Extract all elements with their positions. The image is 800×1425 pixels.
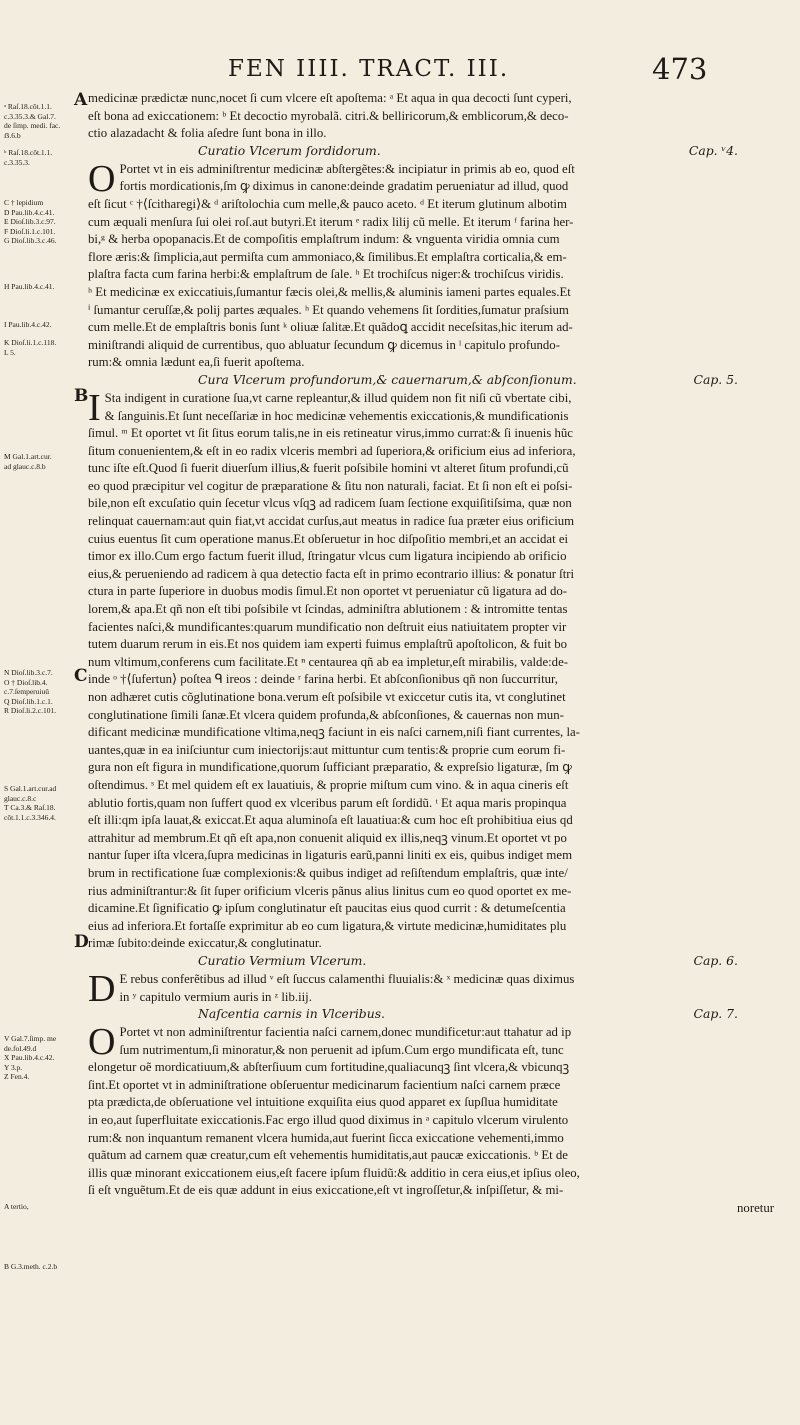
margin-note-line: de ſimp. medi. fac. bbox=[4, 121, 61, 130]
margin-note bbox=[4, 784, 78, 822]
text-line: non adhæret cutis cõglutinatione bona.verum eſt poſsibile vt exiccetur cutis ita, vt conglutinet bbox=[88, 690, 566, 704]
paragraph bbox=[88, 967, 794, 1010]
chapter-number: Cap. ᵛ4. bbox=[688, 142, 738, 158]
margin-note-line: Q Dioſ.lib.1.c.1. bbox=[4, 696, 53, 706]
margin-note-line: S Gal.1.art.cur.ad bbox=[4, 784, 57, 793]
text-line: & ſanguinis.Et ſunt neceſſariæ in hoc medicinæ vehementis exiccationis,& mundificationis bbox=[104, 408, 569, 423]
margin-note-line: glauc.c.8.c bbox=[4, 793, 37, 803]
margin-note-line: I Pau.lib.4.c.42. bbox=[4, 320, 52, 329]
text-line: quãtum ad carnem quæ creatur,cum eſt vehementis humiditatis,aut paucæ exiccationis. ᵇ Et de bbox=[88, 1148, 568, 1163]
text-line: eſt ſicut ᶜ †⟨ſcitharegi⟩& ᵈ ariſtolochia cum melle,& pauco aceto. ᵈ Et iterum glutinum albotim bbox=[88, 196, 567, 211]
paragraph bbox=[88, 386, 794, 953]
text-line: ablutio fortis,quam non ſuffert quod ex vlceribus parum eſt ſordidũ. ᵗ Et aqua maris propinqua bbox=[88, 795, 567, 810]
text-line: num vltimum,conferens cum facilitate.Et ⁿ centaurea qñ ab ea impletur,eſt mirabilis, valde:de- bbox=[88, 654, 569, 669]
text-line: gura non eſt figura in mundificatione,quorum ſufficiant præparatio, & expreſsio ligaturæ, ſm ꝙ bbox=[88, 760, 572, 775]
margin-note-line: ad glauc.c.8.b bbox=[4, 461, 46, 471]
text-line: in eo,aut ſuperfluitate exiccationis.Fac ergo illud quod diximus in ᵃ capitulo vlcerum virulento bbox=[88, 1113, 569, 1128]
text-line: ʰ Et medicinæ ex exiccatiuis,ſumantur fæcis olei,& mellis,& aluminis iameni partes equales.Et bbox=[88, 284, 571, 299]
text-line: cum æquali menſura ſui olei roſ.aut butyri.Et iterum ᵉ radix lilij cũ melle. Et iterum ᶠ farina her- bbox=[88, 214, 574, 229]
text-line: conglutinatione ſimili ſanæ.Et vlcera quidem profunda,& abſconſiones, & cauernas non mun- bbox=[88, 707, 564, 722]
text-line: dificant medicinæ mundificatione vltima,neqꝫ faciunt in eis naſci carnem,niſi fiant currentes, la- bbox=[88, 725, 580, 740]
text-line: inde ᵒ †⟨ſufertun⟩ poſtea ᑫ ireos : deinde ʳ farina herbi. Et abſconſionibus qñ non ſuccurritur, bbox=[88, 672, 558, 687]
margin-note-line: F Dioſ.li.1.c.101. bbox=[4, 226, 56, 236]
main-text bbox=[88, 90, 794, 1218]
text-line: ſi eſt vnguẽtum.Et de eis quæ addunt in eius exiccatione,eſt vt ingroſſetur,& inſpiſſetur, & mi- bbox=[88, 1183, 564, 1198]
margin-note bbox=[4, 102, 78, 140]
page-number: 473 bbox=[652, 52, 708, 86]
chapter-title: Cura Vlcerum profundorum,& cauernarum,& abſconſionum. bbox=[198, 371, 577, 387]
margin-note bbox=[4, 198, 78, 246]
text-line: tutem duarum rerum in eis.Et nos quidem iam experti fuimus emplaſtrũ apoſtolicon, & fuit bo bbox=[88, 637, 568, 652]
running-header: FEN IIII. TRACT. III. bbox=[228, 56, 510, 82]
drop-cap: O bbox=[88, 157, 116, 200]
text-line: elongetur oẽ mordicatiuum,& abſterſiuum cum fortitudine,qualiacunqꝫ ſint vlcera,& vbicunqꝫ bbox=[88, 1060, 570, 1075]
text-line: Sta indigent in curatione ſua,vt carne repleantur,& illud quidem non fit niſi cũ vbertate cibi, bbox=[104, 390, 572, 405]
chapter-number: Cap. 7. bbox=[693, 1006, 738, 1022]
paragraph bbox=[88, 157, 794, 372]
margin-note-line: L 5. bbox=[4, 347, 16, 357]
text-line: eius,& perueniendo ad radicem à qua detectio facta eſt in primo econtrario illius: & ponatur ſtri bbox=[88, 566, 575, 581]
margin-note-line: c.3.35.3. bbox=[4, 157, 30, 167]
text-line: eo quod præcipitur vel cogitur de præparatione & ſitu non naturali, faciat. Et ſi non eſt ei poſsi- bbox=[88, 478, 573, 493]
text-line: cuius euentus ſit cum operatione manus.Et obſeruetur in hoc diſpoſitio membri,et an accidat ei bbox=[88, 531, 569, 546]
text-line: bi,ᵍ & herba opopanacis.Et de compoſitis emplaſtrum indum: & vnguenta viridia omnia cum bbox=[88, 232, 560, 247]
text-line: timor ex illo.Cum ergo factum fuerit illud, ſtringatur vlcus cum ligatura incipiendo ab orificio bbox=[88, 549, 567, 564]
text-line: ſimul. ᵐ Et oportet vt ſit ſitus eorum talis,ne in eis retineatur virus,immo currat:& ſi inuenis hũc bbox=[88, 426, 573, 441]
text-line: relinquat cauernam:aut quin fiat,vt accidat curſus,aut meatus in radice ſua præter eius orificium bbox=[88, 514, 575, 529]
margin-note-line: C † lepidium bbox=[4, 198, 44, 207]
drop-cap: D bbox=[88, 967, 116, 1010]
text-line: attrahitur ad membrum.Et qñ eſt apa,non conuenit aliquid ex illis,neqꝫ vinum.Et oportet vt po bbox=[88, 830, 567, 845]
text-line: rum:& omnia lædunt ea,ſi fuerit apoſtema. bbox=[88, 355, 305, 370]
text-line: Portet vt in eis adminiſtrentur medicinæ abſtergẽtes:& incipiatur in primis ab eo, quod eſt bbox=[119, 161, 575, 176]
text-line: ctura in parte ſuperiore in duobus modis ſimul.Et non oportet vt perueniatur cũ ligatura ad do- bbox=[88, 584, 568, 599]
chapter-number: Cap. 5. bbox=[693, 371, 738, 387]
catchword bbox=[88, 1200, 794, 1218]
margin-note-line: A tertio, bbox=[4, 1202, 29, 1211]
chapter-rubric bbox=[88, 143, 794, 161]
text-line: E rebus conferẽtibus ad illud ᵛ eſt ſuccus calamenthi fluuialis:& ˣ medicinæ quas diximus bbox=[119, 971, 575, 986]
text-line: brum in rectificatione ſuæ complexionis:& quibus indiget ad reſiſtendum emplaſtris, quæ inte/ bbox=[88, 865, 568, 880]
text-line: oſtendimus. ˢ Et mel quidem eſt ex lauatiuis, & proprie miſtum cum vino. & in aqua cineris eſt bbox=[88, 777, 569, 792]
drop-cap: I bbox=[88, 386, 101, 429]
text-line: noretur bbox=[737, 1201, 774, 1216]
text-line: rimæ ſubito:deinde exiccatur,& conglutinatur. bbox=[88, 936, 322, 951]
chapter-rubric bbox=[88, 1006, 794, 1024]
text-line: ſitum conuenientem,& eſt in eo radix vlceris membri ad ſuperiora,& orificium eius ad inferiora, bbox=[88, 443, 576, 458]
margin-note bbox=[4, 668, 78, 716]
text-line: eſt illi:qm ipſa lauat,& exiccat.Et aqua aluminoſa eſt lauatiua:& cum hoc eſt prohibitiua eius qd bbox=[88, 813, 573, 828]
margin-note bbox=[4, 282, 78, 292]
margin-note-line: Y 3.p. bbox=[4, 1062, 23, 1072]
margin-note-line: V Gal.7.ſimp. me bbox=[4, 1034, 57, 1043]
text-line: rius adminiſtrantur:& ſit ſuper orificium vlceris pãnus alius linitus cum eo quod oportet ex me- bbox=[88, 883, 572, 898]
text-line: ſint.Et oportet vt in adminiſtratione obſeruentur medicinarum facientium naſci carnem præce bbox=[88, 1077, 561, 1092]
margin-note-line: D Pau.lib.4.c.41. bbox=[4, 207, 55, 217]
text-line: ⁱ ſumantur ceruſſæ,& polij partes æquales. ʰ Et quando vehemens ſit ſordities,ſumatur praſsium bbox=[88, 302, 569, 317]
section-letter-d: D bbox=[74, 932, 89, 952]
margin-note-line: ᵃ Raſ.18.cõt.1.1. bbox=[4, 102, 52, 111]
margin-note-line: T Ca.3.& Raſ.18. bbox=[4, 803, 56, 812]
text-line: flore æris:& ſimplicia,aut permiſta cum ammoniaco,& ſimilibus.Et emplaſtra corticalia,& em- bbox=[88, 249, 567, 264]
margin-note bbox=[4, 320, 78, 330]
chapter-number: Cap. 6. bbox=[693, 952, 738, 968]
text-line: Portet vt non adminiſtrentur facientia naſci carnem,donec mundificetur:aut ttahatur ad ip bbox=[119, 1025, 572, 1040]
text-line: tunc iſte eſt.Quod ſi fuerit diuerſum illius,& fuerit poſsibile homini vt alteret ſitum profundi,cũ bbox=[88, 461, 569, 476]
chapter-title: Naſcentia carnis in Vlceribus. bbox=[198, 1006, 385, 1022]
margin-note-line: ẞ.6.b bbox=[4, 130, 21, 140]
text-line: uantes,quæ in ea iniſciuntur cum iniectorijs:aut mittuntur cum tentis:& proprie cum eorum fi- bbox=[88, 742, 566, 757]
text-line: bile,non eſt excuſatio quin ſecetur vlcus vſqꝫ ad radicem ſuam ſectione exquiſitiſsima, quæ non bbox=[88, 496, 572, 511]
margin-note-line: de.fol.49.d bbox=[4, 1043, 37, 1053]
margin-note bbox=[4, 1034, 78, 1082]
drop-cap: O bbox=[88, 1021, 116, 1064]
margin-note-line: K Dioſ.li.1.c.118. bbox=[4, 338, 57, 347]
margin-note-line: cõt.1.1.c.3.346.4. bbox=[4, 812, 56, 822]
margin-note-line: Z Fen.4. bbox=[4, 1072, 30, 1081]
margin-note bbox=[4, 1202, 78, 1212]
text-line: facientes naſci,& mundificantes:quarum mundificatio non deſtruit eius natiuitatem propter vir bbox=[88, 619, 567, 634]
paragraph bbox=[88, 90, 794, 143]
text-line: ctio alazadacht & folia aſedre ſunt bona in illo. bbox=[88, 126, 327, 141]
section-letter-c: C bbox=[74, 666, 88, 686]
text-line: cum melle.Et de emplaſtris bonis ſunt ᵏ oliuæ ſalitæ.Et quãdoꝗ accidit neceſsitas,hic iterum ad- bbox=[88, 320, 573, 335]
text-line: pta prædicta,de obſeruatione vel intuitione exquiſita eius quod apparet ex ſupſlua humiditate bbox=[88, 1095, 558, 1110]
margin-note-line: X Pau.lib.4.c.42. bbox=[4, 1053, 55, 1062]
text-line: eius ad inferiora.Et fortaſſe exprimitur ab eo cum ligatura,& virtute medicinæ,humiditates plu bbox=[88, 918, 567, 933]
margin-note-line: O † Dioſ.lib.4. bbox=[4, 677, 48, 687]
text-line: eſt bona ad exiccationem: ᵇ Et decoctio myrobalã. citri.& belliricorum,& emblicorum,& deco- bbox=[88, 108, 569, 123]
margin-note-line: M Gal.1.art.cur. bbox=[4, 452, 52, 461]
margin-note-line: E Dioſ.lib.3.c.97. bbox=[4, 217, 56, 226]
text-line: illis quæ minorant exiccationem eius,eſt facere ipſum fluidũ:& additio in cera eius,et ipſius oleo, bbox=[88, 1165, 580, 1180]
chapter-rubric bbox=[88, 372, 794, 390]
margin-note-line: B G.3.meth. c.2.b bbox=[4, 1262, 58, 1271]
margin-note-line: c.7.ſemperuiuũ bbox=[4, 687, 49, 696]
margin-note bbox=[4, 452, 78, 471]
margin-note-line: c.3.35.3.& Gal.7. bbox=[4, 111, 56, 121]
margin-note-line: ᵇ Raſ.18.cõt.1.1. bbox=[4, 148, 53, 157]
text-line: nantur ſuper iſta vlcera,ſupra medicinas in ligaturis earũ,panni liniti ex eis, quibus indiget mem bbox=[88, 848, 573, 863]
section-letter-a: A bbox=[74, 90, 88, 110]
margin-note-line: R Dioſ.li.2.c.101. bbox=[4, 706, 57, 715]
section-letter-b: B bbox=[74, 386, 89, 406]
text-line: in ʸ capitulo vermium auris in ᶻ lib.iij. bbox=[119, 989, 312, 1004]
chapter-title: Curatio Vlcerum ſordidorum. bbox=[198, 142, 381, 158]
paragraph bbox=[88, 1021, 794, 1200]
text-line: dicamine.Et ſignificatio ꝙ ipſum conglutinatur eſt paucitas eius quod currit : & detumeſcentia bbox=[88, 901, 566, 916]
margin-note-line: H Pau.lib.4.c.41. bbox=[4, 282, 55, 291]
margin-note bbox=[4, 148, 78, 167]
margin-note-line: G Dioſ.lib.3.c.46. bbox=[4, 236, 57, 245]
text-line: rum:& non inquantum remanent vlcera humida,aut fuerint ſicca exiccatione vehementi,immo bbox=[88, 1130, 564, 1145]
margin-note bbox=[4, 338, 78, 357]
text-line: medicinæ prædictæ nunc,nocet ſi cum vlcere eſt apoſtema: ᵃ Et aqua in qua decocti ſunt cyperi, bbox=[88, 91, 572, 105]
text-line: ſum nutrimentum,ſi minoratur,& non peruenit ad ipſum.Cum ergo mundificata eſt, tunc bbox=[119, 1042, 564, 1057]
margin-note bbox=[4, 1262, 78, 1272]
chapter-rubric bbox=[88, 953, 794, 971]
text-line: fortis mordicationis,ſm ꝙ diximus in canone:deinde gradatim perueniatur ad illud, quod bbox=[119, 179, 569, 194]
text-line: miniſtrandi aliquid de currentibus, quo abluatur ſecundum ꝙ dicemus in ˡ capitulo profundo- bbox=[88, 337, 560, 352]
chapter-title: Curatio Vermium Vlcerum. bbox=[198, 952, 367, 968]
margin-note-line: N Dioſ.lib.3.c.7. bbox=[4, 668, 53, 677]
text-line: lorem,& apa.Et qñ non eſt tibi poſsibile vt ſcindas, adminiſtra ablutionem : & intromitte tentas bbox=[88, 602, 568, 617]
text-line: plaſtra facta cum farina herbi:& emplaſtrum de ſale. ʰ Et trochiſcus niger:& trochiſcus viridis. bbox=[88, 267, 564, 282]
